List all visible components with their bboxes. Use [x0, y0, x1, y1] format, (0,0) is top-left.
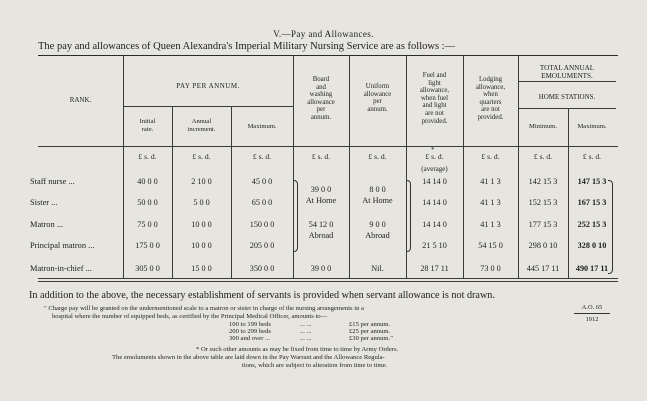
header-total-emoluments: TOTAL ANNUAL EMOLUMENTS. — [539, 64, 595, 81]
fuel-footnote-mark: * — [431, 146, 435, 154]
row-fuel: 21 5 10 — [422, 241, 447, 250]
table-bottom-rule — [38, 278, 618, 279]
scale-dots-100: ... ... — [300, 321, 312, 328]
intro-text: The pay and allowances of Queen Alexandra's Imperial Military Nursing Service are as follows :— — [38, 41, 456, 52]
rank-matron-in-chief: Matron-in-chief ... — [30, 264, 92, 273]
board-home-value: 39 0 0 — [310, 185, 332, 194]
home-stations-rule — [518, 108, 616, 109]
scale-beds-300: 300 and over ... — [229, 335, 271, 342]
row-max-total: 252 15 3 — [577, 220, 607, 229]
scale-dots-200: ... ... — [300, 328, 312, 335]
row-fuel: 14 14 0 — [422, 177, 447, 186]
header-lodging: Lodging allowance, when quarters are not provided. — [475, 76, 506, 122]
row-max-total: 147 15 3 — [577, 177, 607, 186]
board-abroad-value: 54 12 0 — [308, 220, 334, 229]
scale-dots-300: ... ... — [300, 335, 312, 342]
row-min-total: 177 15 3 — [528, 220, 558, 229]
header-initial-rate: Initial rate. — [139, 118, 156, 133]
charge-pay-note-line1: " Charge pay will be granted on the undermentioned scale to a matron or sister in charge of the nursing arrangements in a — [44, 305, 364, 312]
rank-sister: Sister ... — [30, 198, 58, 207]
row-maximum: 45 0 0 — [251, 177, 273, 186]
row-maximum: 150 0 0 — [249, 220, 275, 229]
header-fuel-light: Fuel and light allowance, when fuel and light are not provided. — [419, 72, 450, 125]
row-lodging: 41 1 3 — [480, 198, 501, 207]
header-pay-per-annum: PAY PER ANNUM. — [176, 82, 240, 90]
row-uniform: Nil. — [371, 264, 384, 273]
row-lodging: 41 1 3 — [480, 220, 501, 229]
grouping-brace-total — [608, 180, 613, 274]
currency-minimum: £ s. d. — [533, 152, 553, 161]
scale-amount-200: £25 per annum. — [349, 328, 391, 335]
uniform-abroad-value: 9 0 0 — [369, 220, 386, 229]
row-maximum: 350 0 0 — [249, 264, 275, 273]
row-increment: 15 0 0 — [191, 264, 212, 273]
row-initial: 305 0 0 — [135, 264, 160, 273]
scale-amount-300: £30 per annum." — [349, 335, 393, 342]
rank-matron: Matron ... — [30, 220, 64, 229]
table-top-rule — [38, 55, 618, 56]
header-uniform: Uniform allowance per annum. — [363, 83, 392, 113]
currency-board: £ s. d. — [311, 152, 331, 161]
row-lodging: 73 0 0 — [480, 264, 501, 273]
row-initial: 50 0 0 — [137, 198, 158, 207]
row-min-total: 298 0 10 — [528, 241, 558, 250]
grouping-brace-uniform — [406, 180, 411, 252]
header-annual-increment: Annual increment. — [187, 118, 216, 133]
row-initial: 175 0 0 — [135, 241, 160, 250]
row-fuel: 14 14 0 — [422, 198, 447, 207]
army-orders-note: * Or such other amounts as may be fixed from time to time by Army Orders. — [196, 346, 399, 353]
row-min-total: 152 15 3 — [528, 198, 558, 207]
currency-maximum-total: £ s. d. — [582, 152, 602, 161]
uniform-abroad-note: Abroad — [365, 231, 390, 240]
currency-maximum: £ s. d. — [252, 152, 272, 161]
rank-staff-nurse: Staff nurse ... — [30, 177, 75, 186]
row-increment: 10 0 0 — [191, 241, 212, 250]
row-maximum: 65 0 0 — [251, 198, 273, 207]
scale-beds-200: 200 to 299 beds — [229, 328, 271, 335]
header-maximum-total: Maximum. — [577, 123, 607, 130]
header-minimum: Minimum. — [528, 123, 558, 130]
row-min-total: 445 17 11 — [526, 264, 560, 273]
uniform-home-note: At Home — [362, 196, 393, 205]
row-maximum: 205 0 0 — [249, 241, 275, 250]
row-initial: 40 0 0 — [137, 177, 158, 186]
header-rank: RANK. — [69, 96, 92, 104]
header-board-washing: Board and washing allowance per annum. — [307, 76, 335, 122]
emoluments-note-line2: tions, which are subject to alteration from time to time. — [242, 362, 388, 369]
section-heading: V.—Pay and Allowances. — [273, 29, 374, 39]
table-bottom-rule-double — [38, 281, 618, 282]
rank-principal-matron: Principal matron ... — [30, 241, 95, 250]
row-lodging: 54 15 0 — [478, 241, 503, 250]
row-initial: 75 0 0 — [137, 220, 158, 229]
row-board: 39 0 0 — [310, 264, 332, 273]
row-fuel: 28 17 11 — [420, 264, 449, 273]
currency-uniform: £ s. d. — [368, 152, 387, 161]
army-order-reference — [574, 304, 610, 332]
row-lodging: 41 1 3 — [480, 177, 501, 186]
row-increment: 5 0 0 — [193, 198, 210, 207]
currency-initial: £ s. d. — [138, 152, 157, 161]
divider-minimum — [568, 109, 569, 278]
row-fuel: 14 14 0 — [422, 220, 447, 229]
row-increment: 2 10 0 — [191, 177, 212, 186]
header-bottom-rule — [38, 146, 618, 147]
row-max-total: 490 17 11 — [575, 264, 609, 273]
emoluments-rule — [518, 81, 616, 82]
currency-fuel: £ s. d. — [425, 152, 444, 161]
servants-note: In addition to the above, the necessary establishment of servants is provided when servant allowance is not drawn. — [29, 290, 495, 301]
header-maximum: Maximum. — [247, 123, 277, 130]
scale-amount-100: £15 per annum. — [349, 321, 391, 328]
fuel-average-note: (average) — [421, 165, 448, 173]
scale-beds-100: 100 to 199 beds — [229, 321, 271, 328]
army-order-number: A.O. 65 — [574, 304, 610, 314]
emoluments-note-line1: The emoluments shown in the above table are laid down in the Pay Warrant and the Allowance Regula- — [112, 354, 385, 361]
charge-pay-note-line2: hospital where the number of equipped beds, as certified by the Principal Medical Officer, amounts to— — [52, 313, 328, 320]
board-home-note: At Home — [305, 196, 337, 205]
row-min-total: 142 15 3 — [528, 177, 558, 186]
board-abroad-note: Abroad — [308, 231, 334, 240]
army-order-year: 1912 — [585, 316, 599, 323]
currency-lodging: £ s. d. — [481, 152, 500, 161]
uniform-home-value: 8 0 0 — [369, 185, 386, 194]
pay-subheader-rule — [123, 106, 293, 107]
row-max-total: 167 15 3 — [577, 198, 607, 207]
divider-increment — [231, 107, 232, 278]
header-home-stations: HOME STATIONS. — [538, 93, 596, 101]
row-max-total: 328 0 10 — [577, 241, 607, 250]
currency-increment: £ s. d. — [192, 152, 211, 161]
row-increment: 10 0 0 — [191, 220, 212, 229]
